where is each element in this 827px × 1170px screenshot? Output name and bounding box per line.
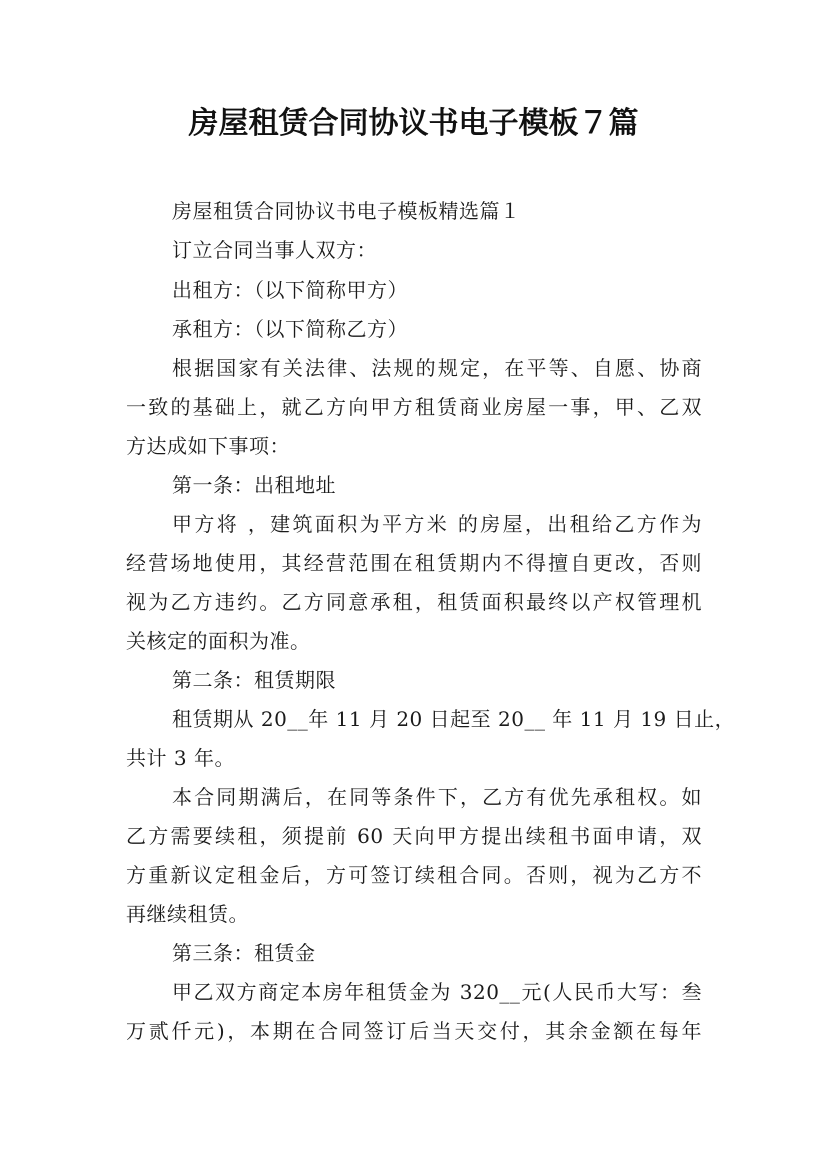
paragraph-line: 出租方：（以下简称甲方） <box>172 278 408 302</box>
paragraph-line: 方达成如下事项： <box>126 434 290 458</box>
paragraph-line: 一致的基础上，就乙方向甲方租赁商业房屋一事，甲、乙双 <box>126 395 702 419</box>
section-heading: 房屋租赁合同协议书电子模板精选篇１ <box>172 199 521 223</box>
paragraph-line: 经营场地使用，其经营范围在租赁期内不得擅自更改，否则 <box>126 551 702 575</box>
paragraph-line: 本合同期满后，在同等条件下，乙方有优先承租权。如 <box>172 785 702 809</box>
paragraph-line: 订立合同当事人双方： <box>172 238 377 262</box>
paragraph-line: 甲方将 ，建筑面积为平方米 的房屋，出租给乙方作为 <box>172 512 702 536</box>
paragraph-line: 租赁期从 20__年 11 月 20 日起至 20__ 年 11 月 19 日止， <box>172 707 736 731</box>
document-title: 房屋租赁合同协议书电子模板７篇 <box>188 106 639 141</box>
article-heading: 第一条：出租地址 <box>172 473 336 497</box>
paragraph-line: 共计 3 年。 <box>126 746 235 770</box>
paragraph-line: 再继续租赁。 <box>126 902 249 926</box>
article-heading: 第二条：租赁期限 <box>172 668 336 692</box>
paragraph-line: 甲乙双方商定本房年租赁金为 320__元(人民币大写：叁 <box>172 980 702 1004</box>
paragraph-line: 承租方：（以下简称乙方） <box>172 317 408 341</box>
paragraph-line: 万贰仟元)，本期在合同签订后当天交付，其余金额在每年 <box>126 1019 702 1043</box>
paragraph-line: 关核定的面积为准。 <box>126 629 311 653</box>
paragraph-line: 乙方需要续租，须提前 60 天向甲方提出续租书面申请，双 <box>126 824 702 848</box>
article-heading: 第三条：租赁金 <box>172 941 316 965</box>
paragraph-line: 视为乙方违约。乙方同意承租，租赁面积最终以产权管理机 <box>126 590 702 614</box>
paragraph-line: 方重新议定租金后，方可签订续租合同。否则，视为乙方不 <box>126 863 702 887</box>
paragraph-line: 根据国家有关法律、法规的规定，在平等、自愿、协商 <box>172 356 702 380</box>
